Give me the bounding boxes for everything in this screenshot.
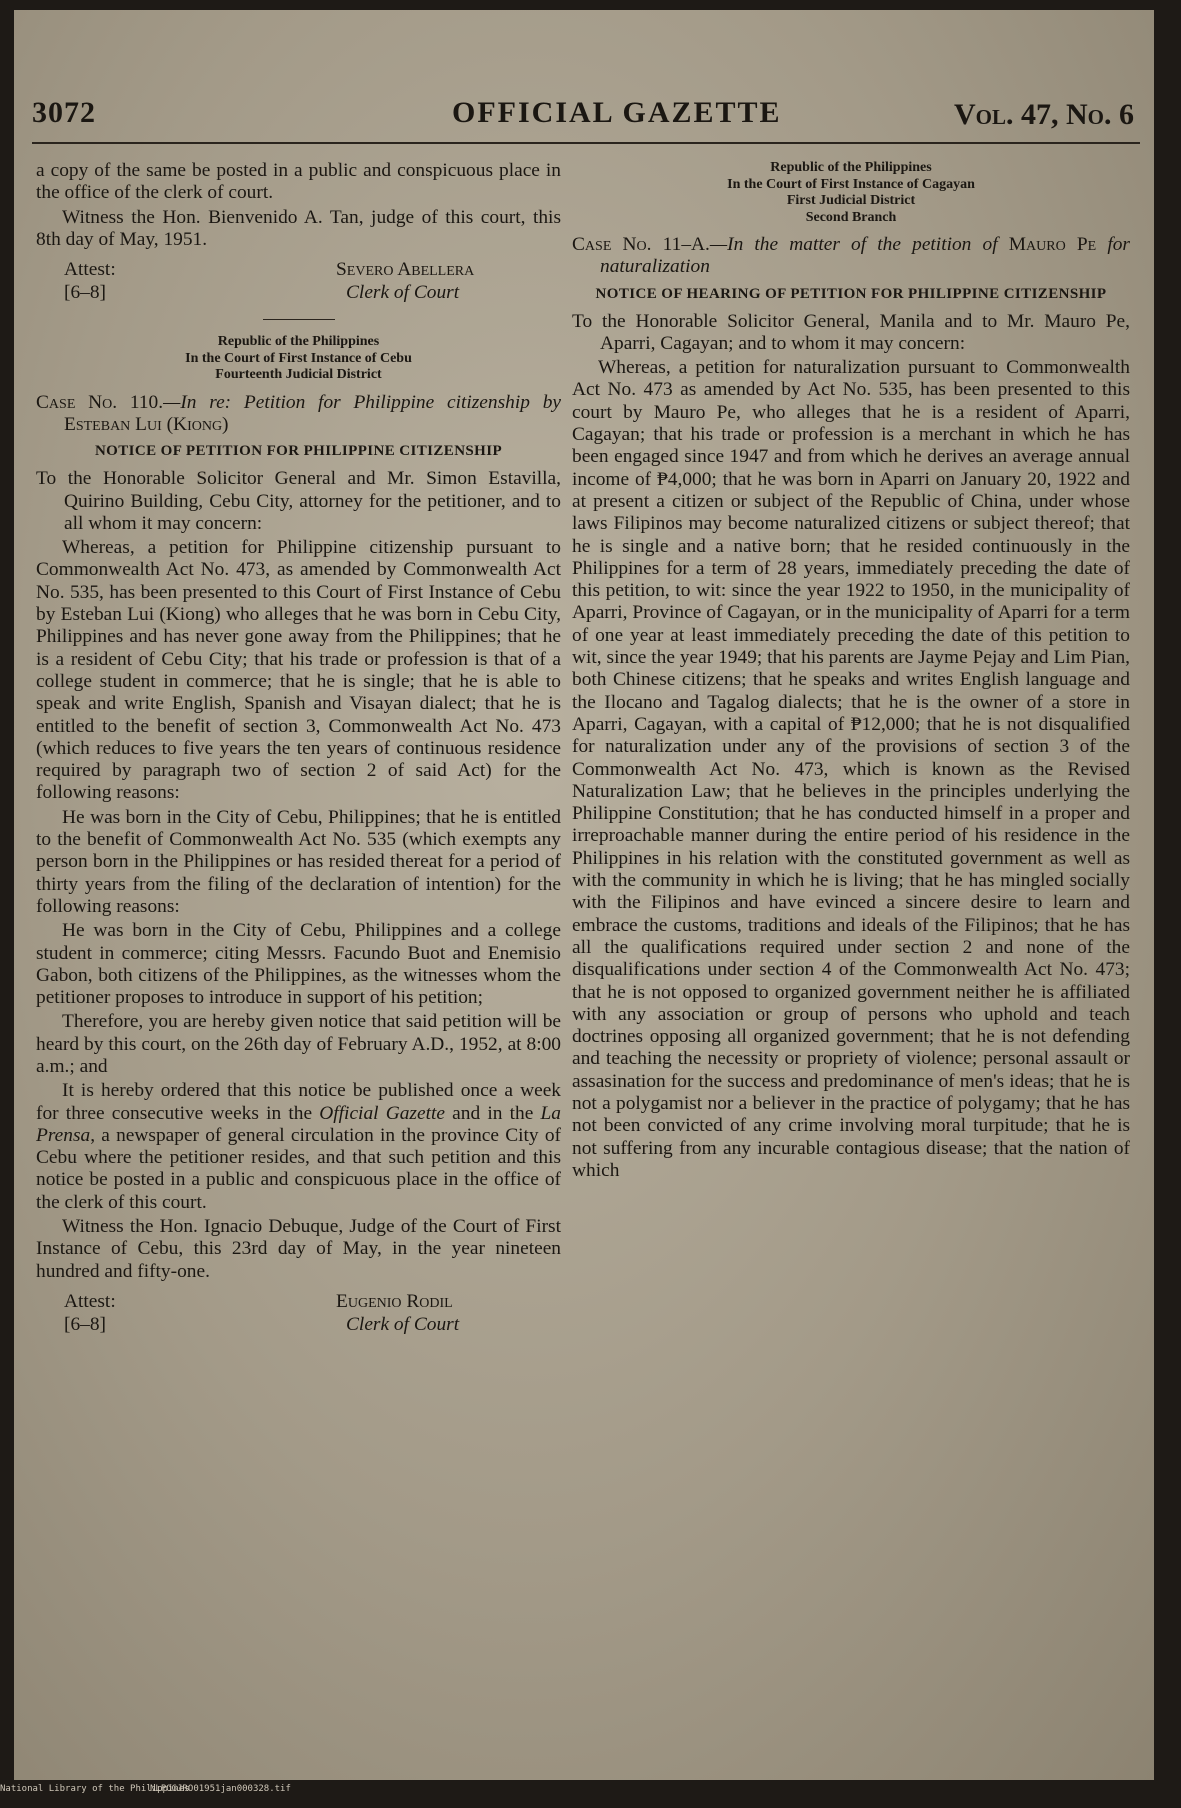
witness-paragraph: Witness the Hon. Bienvenido A. Tan, judge of this court, this 8th day of May, 1951.: [36, 206, 561, 250]
court-line-district: First Judicial District: [786, 193, 916, 208]
publication-title: OFFICIAL GAZETTE: [452, 96, 782, 129]
address-paragraph: To the Honorable Solicitor General, Manila and to Mr. Mauro Pe, Aparri, Cagayan; and to whom it may concern:: [572, 310, 1130, 354]
ordered-paragraph: [36, 1080, 561, 1214]
ordered-text-b: and in the: [452, 1102, 534, 1124]
court-line-republic: Republic of the Philippines: [217, 334, 380, 350]
case-caption: [572, 234, 1130, 279]
ordered-text-a: It is hereby ordered that this notice be published once a week for three consecutive weeks in the: [36, 1080, 561, 1124]
witness-paragraph-2: Witness the Hon. Ignacio Debuque, Judge of the Court of First Instance of Cebu, this 23rd day of May, in the year nineteen hundred and fifty-one.: [36, 1216, 561, 1282]
case-petitioner: Esteban Lui (Kiong): [64, 413, 229, 435]
newspaper-name: La Prensa: [36, 1102, 561, 1146]
case-caption: [36, 392, 561, 437]
right-column: [572, 160, 1130, 1184]
court-line-court: In the Court of First Instance of Cagayan: [727, 176, 975, 192]
court-heading: [572, 160, 1130, 226]
therefore-paragraph: Therefore, you are hereby given notice that said petition will be heard by this court, on the 26th day of February A.D., 1952, at 8:00 a.m.; and: [36, 1011, 561, 1077]
court-line-court: In the Court of First Instance of Cebu: [185, 350, 412, 366]
case-number: Case No. 110.: [36, 391, 164, 413]
attestation-block: [36, 259, 561, 305]
notice-heading: NOTICE OF PETITION FOR PHILIPPINE CITIZENSHIP: [94, 443, 503, 460]
scan-filename: NLPOGJRO01951jan000328.tif: [150, 1784, 291, 1794]
attest-label: Attest:: [64, 259, 116, 281]
page-header: [32, 92, 1140, 144]
clerk-name: Eugenio Rodil: [336, 1290, 453, 1312]
court-line-district: Fourteenth Judicial District: [215, 367, 382, 383]
whereas-paragraph: Whereas, a petition for Philippine citizenship pursuant to Commonwealth Act No. 473, as amended by Commonwealth Act No. 535, has been presented to this Court of First Instance of Cebu by Esteban Lui (Kiong) who alleges that he was born in Cebu City, Philippines and has never gone away from the Philippines; that he is a resident of Cebu City; that his trade or profession is that of a college student in commerce; that he is single; that he is able to speak and write English, Spanish and Visayan dialect; that he is entitled to the benefit of section 3, Commonwealth Act No. 473 (which reduces to five years the ten years of continuous residence required by paragraph two of section 2 of said Act) for the following reasons:: [36, 537, 561, 804]
address-paragraph: To the Honorable Solicitor General and Mr. Simon Estavilla, Quirino Building, Cebu City, attorney for the petitioner, and to all whom it may concern:: [36, 468, 561, 534]
section-divider: [263, 319, 335, 320]
page-number: 3072: [32, 96, 96, 129]
ordered-text-c: , a newspaper of general circulation in the province City of Cebu where the petitioner resides, and that such petition and this notice be posted in a public and conspicuous place in the office of the clerk of this court.: [36, 1124, 561, 1213]
court-line-republic: Republic of the Philippines: [770, 160, 932, 175]
born-paragraph-1: He was born in the City of Cebu, Philippines; that he is entitled to the benefit of Commonwealth Act No. 535 (which exempts any person born in the Philippines or has resided thereat for a period of thirty years from the filing of the declaration of intention) for the following reasons:: [36, 806, 561, 917]
born-paragraph-2: He was born in the City of Cebu, Philippines and a college student in commerce; citing Messrs. Facundo Buot and Enemisio Gabon, both citizens of the Philippines, as the witnesses whom the petitioner proposes to introduce in support of his petition;: [36, 920, 561, 1009]
issue-code: [6–8]: [64, 282, 107, 304]
case-petitioner: Mauro Pe: [1008, 234, 1097, 255]
scan-source-label: National Library of the Philippines: [0, 1784, 190, 1794]
case-title: —In the matter of the petition of: [709, 234, 998, 255]
clerk-title: Clerk of Court: [346, 282, 460, 304]
notice-heading: NOTICE OF HEARING OF PETITION FOR PHILIPPINE CITIZENSHIP: [595, 285, 1107, 302]
whereas-paragraph: Whereas, a petition for naturalization pursuant to Commonwealth Act No. 473 as amended by Act No. 535, has been presented to this court by Mauro Pe, who alleges that he is a resident of Aparri, Cagayan; that his trade or profession is a merchant in which he has been engaged since 1947 and from which he derives an average annual income of ₱4,000; that he was born in Aparri on January 20, 1922 and at present a citizen or subject of the Republic of China, under whose laws Filipinos may become naturalized citizens or subject thereof; that he is single and a native born; that he resided continuously in the Philippines for a term of 28 years, immediately preceding the date of this petition, to wit: since the year 1922 to 1950, in the municipality of Aparri, Province of Cagayan, or in the municipality of Aparri for a term of one year at least immediately preceding the date of this petition to wit, since the year 1949; that his parents are Jayme Pejay and Lim Pian, both Chinese citizens; that he speaks and writes English language and the Ilocano and Tagalog dialects; that he is the owner of a store in Aparri, Cagayan, with a capital of ₱12,000; that he is not disqualified for naturalization under any of the provisions of section 3 of the Commonwealth Act No. 473, which is known as the Revised Naturalization Law; that he believes in the principles underlying the Philippine Constitution; that he has conducted himself in a proper and irreproachable manner during the entire period of his residence in the Philippines in his relation with the constituted government as well as with the community in which he is living; that he has mingled socially with the Filipinos and have evinced a sincere desire to learn and embrace the customs, traditions and ideals of the Filipinos; that he has all the qualifications required under section 2 and none of the disqualifications under section 4 of the Commonwealth Act No. 473; that he is not opposed to organized government neither he is affiliated with any association or group of persons who uphold and teach doctrines opposing all organized government; that he is not defending and teaching the necessity or propriety of violence; personal assault or assasination for the success and predominance of men's ideas; that he is not a polygamist nor a believer in the practice of polygamy; that he has not been convicted of any crime involving moral turpitude; that he is not suffering from any incurable contagious disease; that the nation of which: [572, 357, 1130, 1181]
case-number: Case No. 11–A.: [572, 234, 710, 255]
issue-code: [6–8]: [64, 1313, 107, 1335]
left-column: [36, 160, 561, 1341]
case-suffix: for naturalization: [600, 234, 1130, 278]
volume-number: Vol. 47, No. 6: [953, 98, 1134, 131]
attestation-block-2: [36, 1291, 561, 1337]
gazette-page: [14, 10, 1154, 1780]
gazette-name: Official Gazette: [319, 1102, 445, 1124]
case-title: —In re: Petition for Philippine citizenship by: [163, 391, 561, 413]
court-heading: [36, 334, 561, 384]
court-line-branch: Second Branch: [805, 209, 897, 225]
clerk-title: Clerk of Court: [346, 1313, 460, 1335]
intro-paragraph: a copy of the same be posted in a public and conspicuous place in the office of the clerk of court.: [36, 160, 561, 204]
attest-label: Attest:: [64, 1290, 116, 1312]
clerk-name: Severo Abellera: [336, 259, 475, 281]
